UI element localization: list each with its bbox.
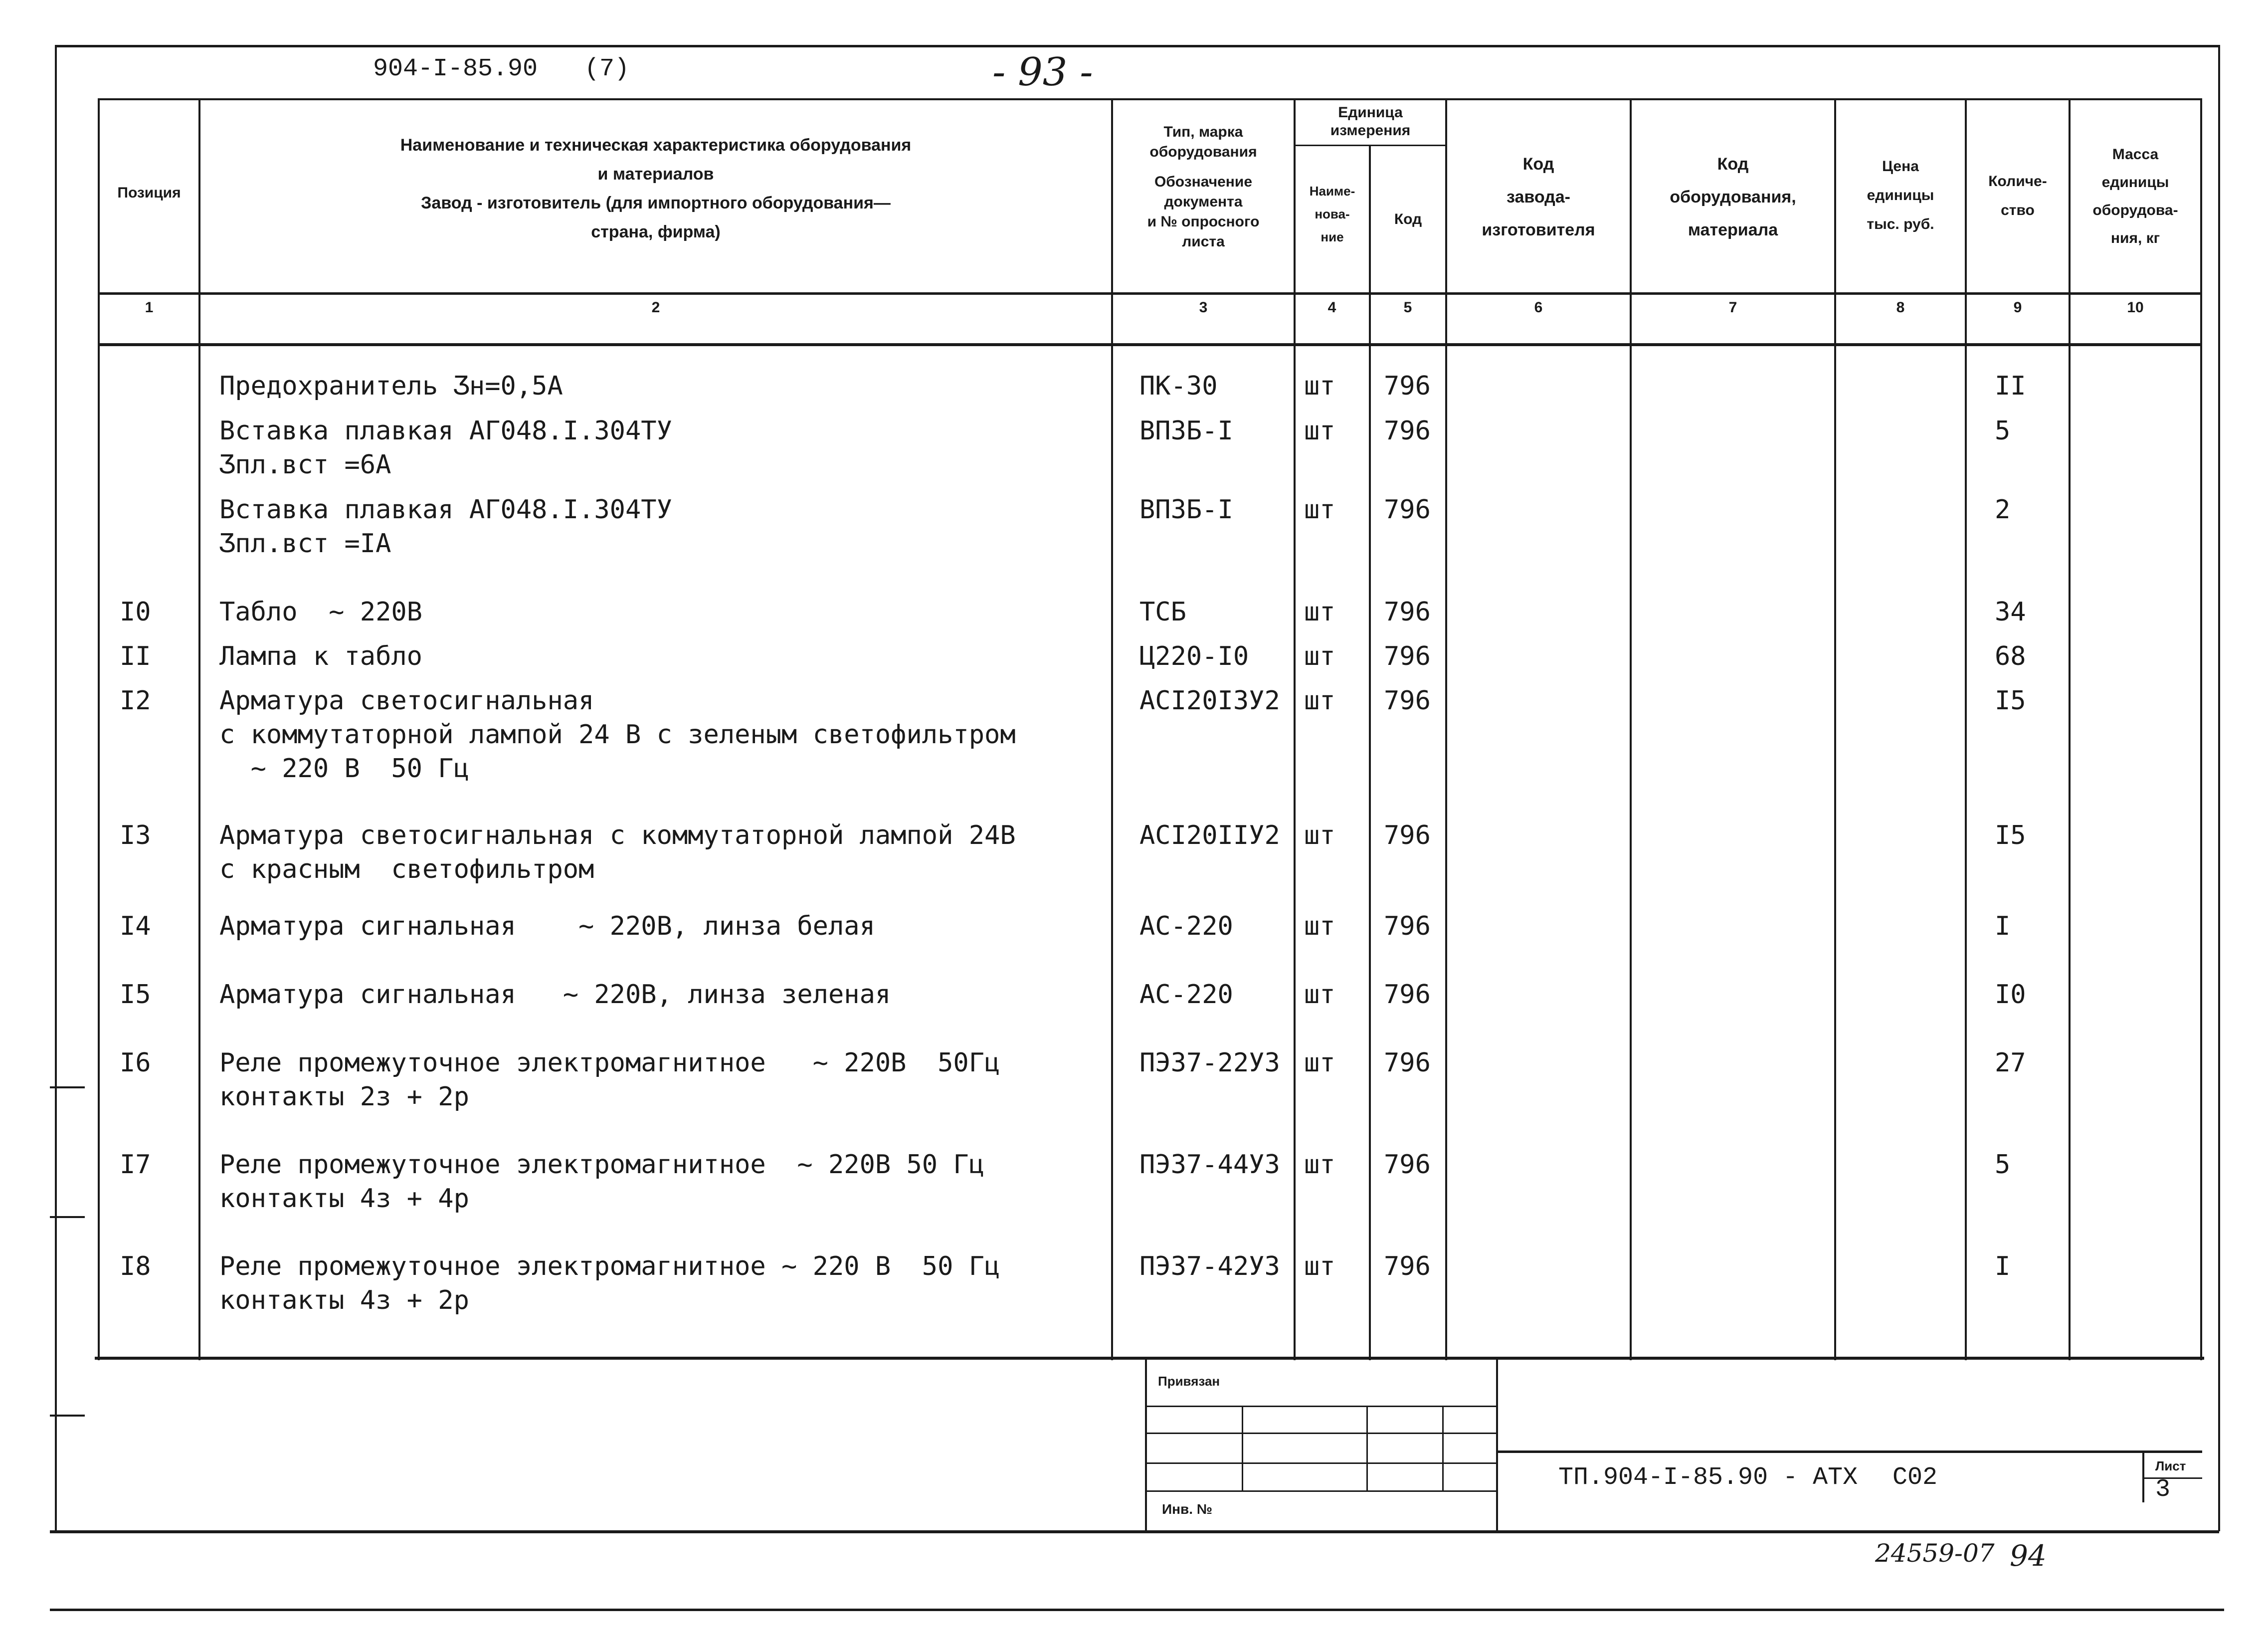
item-quantity: I5 <box>1995 686 2026 716</box>
stamp-grid-v1 <box>1242 1406 1243 1490</box>
item-unit-code: 796 <box>1384 1150 1431 1180</box>
item-name: Вставка плавкая АГ048.I.304ТУ <box>219 416 672 446</box>
item-name: Лампа к табло <box>219 641 422 671</box>
title-block-doc-code: ТП.904-I-85.90 - АТХ <box>1558 1463 1858 1492</box>
sheet-marker: (7) <box>584 55 630 83</box>
item-position: I4 <box>120 911 151 941</box>
col-border-10 <box>2200 98 2202 1360</box>
stamp-linked-label: Привязан <box>1158 1374 1220 1389</box>
item-unit-code: 796 <box>1384 371 1431 401</box>
item-unit-code: 796 <box>1384 495 1431 525</box>
item-name: Реле промежуточное электромагнитное ~ 220В 50Гц <box>219 1048 1000 1078</box>
header-unit-code: Код <box>1394 211 1422 227</box>
item-position: I3 <box>120 821 151 850</box>
title-block-top-line <box>1498 1450 2202 1453</box>
item-type: АСI20I3У2 <box>1139 686 1280 716</box>
column-number-6: 6 <box>1534 299 1543 316</box>
column-number-5: 5 <box>1403 299 1412 316</box>
margin-tick <box>50 1086 85 1088</box>
header-quantity: Количе- ство <box>1988 173 2047 218</box>
item-unit: шт <box>1304 1048 1335 1078</box>
item-name-line-2: с красным светофильтром <box>219 854 594 884</box>
col-border-1 <box>198 98 200 1360</box>
item-type: ПК-30 <box>1139 371 1218 401</box>
item-unit-code: 796 <box>1384 821 1431 850</box>
handwritten-archive-number: 24559-07 <box>1875 1539 1995 1568</box>
item-name: Табло ~ 220В <box>219 597 422 627</box>
item-unit: шт <box>1304 1251 1335 1281</box>
frame-right-line <box>2218 45 2220 1531</box>
item-unit: шт <box>1304 416 1335 446</box>
col-border-2 <box>1111 98 1113 1360</box>
item-name-line-3: ~ 220 В 50 Гц <box>219 754 469 784</box>
handwritten-page-number: - 93 - <box>992 50 1093 95</box>
item-unit-code: 796 <box>1384 1048 1431 1078</box>
item-type: ПЭ37-44У3 <box>1139 1150 1280 1180</box>
title-block-doc-suffix: С02 <box>1892 1463 1938 1492</box>
item-name: Арматура светосигнальная <box>219 686 594 716</box>
column-number-4: 4 <box>1327 299 1336 316</box>
header-unit-name: Наиме- нова- ние <box>1309 184 1355 244</box>
item-unit: шт <box>1304 980 1335 1010</box>
margin-tick <box>50 1415 85 1417</box>
item-type: ТСБ <box>1139 597 1186 627</box>
column-number-3: 3 <box>1199 299 1208 316</box>
item-position: I5 <box>120 980 151 1010</box>
item-unit: шт <box>1304 821 1335 850</box>
frame-top-line <box>55 45 2219 47</box>
header-unit-price: Цена единицы тыс. руб. <box>1867 158 1934 232</box>
item-position: I6 <box>120 1048 151 1078</box>
col-border-9 <box>2069 98 2071 1360</box>
page-bottom-rule <box>50 1609 2224 1611</box>
frame-bottom-line <box>50 1530 2219 1533</box>
column-number-8: 8 <box>1896 299 1905 316</box>
col-border-0 <box>98 98 100 1360</box>
item-name: Арматура сигнальная ~ 220В, линза белая <box>219 911 875 941</box>
item-position: II <box>120 641 151 671</box>
item-quantity: 5 <box>1995 1150 2011 1180</box>
column-number-9: 9 <box>2013 299 2022 316</box>
column-number-2: 2 <box>651 299 660 316</box>
item-type: ВПЗБ-I <box>1139 416 1233 446</box>
table-bottom-line <box>95 1357 2204 1360</box>
item-name-line-2: контакты 2з + 2р <box>219 1082 469 1112</box>
item-name-line-2: Ӡпл.вст =IА <box>219 529 391 559</box>
frame-left-line <box>55 45 57 1531</box>
column-number-7: 7 <box>1728 299 1737 316</box>
item-type: Ц220-I0 <box>1139 641 1249 671</box>
sheet-label: Лист <box>2155 1458 2186 1473</box>
item-unit: шт <box>1304 495 1335 525</box>
item-quantity: I <box>1995 1251 2011 1281</box>
margin-tick <box>50 1216 85 1218</box>
stamp-grid-v2 <box>1366 1406 1368 1490</box>
item-unit: шт <box>1304 371 1335 401</box>
item-name: Вставка плавкая АГ048.I.304ТУ <box>219 495 672 525</box>
item-name: Предохранитель Ӡн=0,5А <box>219 371 563 401</box>
item-type: АСI20IIУ2 <box>1139 821 1280 850</box>
header-equipment-code: Код оборудования, материала <box>1670 155 1796 239</box>
col-border-7 <box>1834 98 1836 1360</box>
header-factory-code: Код завода- изготовителя <box>1482 155 1595 239</box>
header-name: Наименование и техническая характеристика оборудования и материалов Завод - изготовитель (для импортного оборудования— страна, фирма) <box>400 136 912 241</box>
col-border-5 <box>1445 98 1447 1360</box>
item-unit-code: 796 <box>1384 980 1431 1010</box>
item-unit-code: 796 <box>1384 597 1431 627</box>
sheet-number: 3 <box>2155 1475 2171 1504</box>
header-unit-group: Единица измерения <box>1330 104 1411 139</box>
header-position: Позиция <box>117 185 181 201</box>
col-border-8 <box>1965 98 1967 1360</box>
table-top-line <box>98 98 2202 100</box>
item-name: Реле промежуточное электромагнитное ~ 220В 50 Гц <box>219 1150 985 1180</box>
column-number-10: 10 <box>2127 299 2144 316</box>
column-number-1: 1 <box>145 299 154 316</box>
item-quantity: 2 <box>1995 495 2011 525</box>
item-name-line-2: с коммутаторной лампой 24 В с зеленым светофильтром <box>219 720 1016 750</box>
item-unit-code: 796 <box>1384 641 1431 671</box>
item-unit-code: 796 <box>1384 1251 1431 1281</box>
colnum-bottom-line <box>98 343 2202 346</box>
item-quantity: I <box>1995 911 2011 941</box>
col-border-6 <box>1630 98 1632 1360</box>
header-bottom-line <box>98 292 2202 295</box>
item-type: АС-220 <box>1139 911 1233 941</box>
item-unit: шт <box>1304 1150 1335 1180</box>
item-name: Арматура светосигнальная с коммутаторной лампой 24В <box>219 821 1016 850</box>
item-name-line-2: контакты 4з + 4р <box>219 1184 469 1214</box>
stamp-left-border <box>1145 1358 1147 1531</box>
item-type: ПЭ37-22У3 <box>1139 1048 1280 1078</box>
item-type: ПЭ37-42У3 <box>1139 1251 1280 1281</box>
item-unit: шт <box>1304 911 1335 941</box>
item-type: АС-220 <box>1139 980 1233 1010</box>
item-position: I7 <box>120 1150 151 1180</box>
handwritten-footer-page: 94 <box>2010 1539 2047 1573</box>
item-name-line-2: контакты 4з + 2р <box>219 1285 469 1315</box>
document-reference: 904-I-85.90 <box>373 55 538 83</box>
item-quantity: 68 <box>1995 641 2026 671</box>
stamp-inventory-label: Инв. № <box>1162 1501 1213 1517</box>
stamp-line-4 <box>1145 1490 1496 1492</box>
item-unit: шт <box>1304 686 1335 716</box>
item-name: Арматура сигнальная ~ 220В, линза зеленая <box>219 980 891 1010</box>
item-type: ВПЗБ-I <box>1139 495 1233 525</box>
item-name: Реле промежуточное электромагнитное ~ 220 В 50 Гц <box>219 1251 1000 1281</box>
item-position: I2 <box>120 686 151 716</box>
col-border-3 <box>1294 98 1296 1360</box>
header-unit-mass: Масса единицы оборудова- ния, кг <box>2092 146 2178 246</box>
item-quantity: II <box>1995 371 2026 401</box>
stamp-grid-v3 <box>1442 1406 1444 1490</box>
item-unit: шт <box>1304 641 1335 671</box>
item-unit-code: 796 <box>1384 911 1431 941</box>
col-border-4 <box>1369 145 1371 1360</box>
stamp-mid-border <box>1496 1358 1498 1531</box>
item-unit: шт <box>1304 597 1335 627</box>
item-quantity: 27 <box>1995 1048 2026 1078</box>
item-quantity: 34 <box>1995 597 2026 627</box>
item-unit-code: 796 <box>1384 416 1431 446</box>
item-quantity: I0 <box>1995 980 2026 1010</box>
item-position: I8 <box>120 1251 151 1281</box>
item-quantity: 5 <box>1995 416 2011 446</box>
sheet-box-divider <box>2144 1477 2202 1479</box>
item-name-line-2: Ӡпл.вст =6А <box>219 450 391 480</box>
item-quantity: I5 <box>1995 821 2026 850</box>
header-type: Тип, марка оборудования Обозначение документа и № опросного листа <box>1147 124 1260 250</box>
item-unit-code: 796 <box>1384 686 1431 716</box>
item-position: I0 <box>120 597 151 627</box>
